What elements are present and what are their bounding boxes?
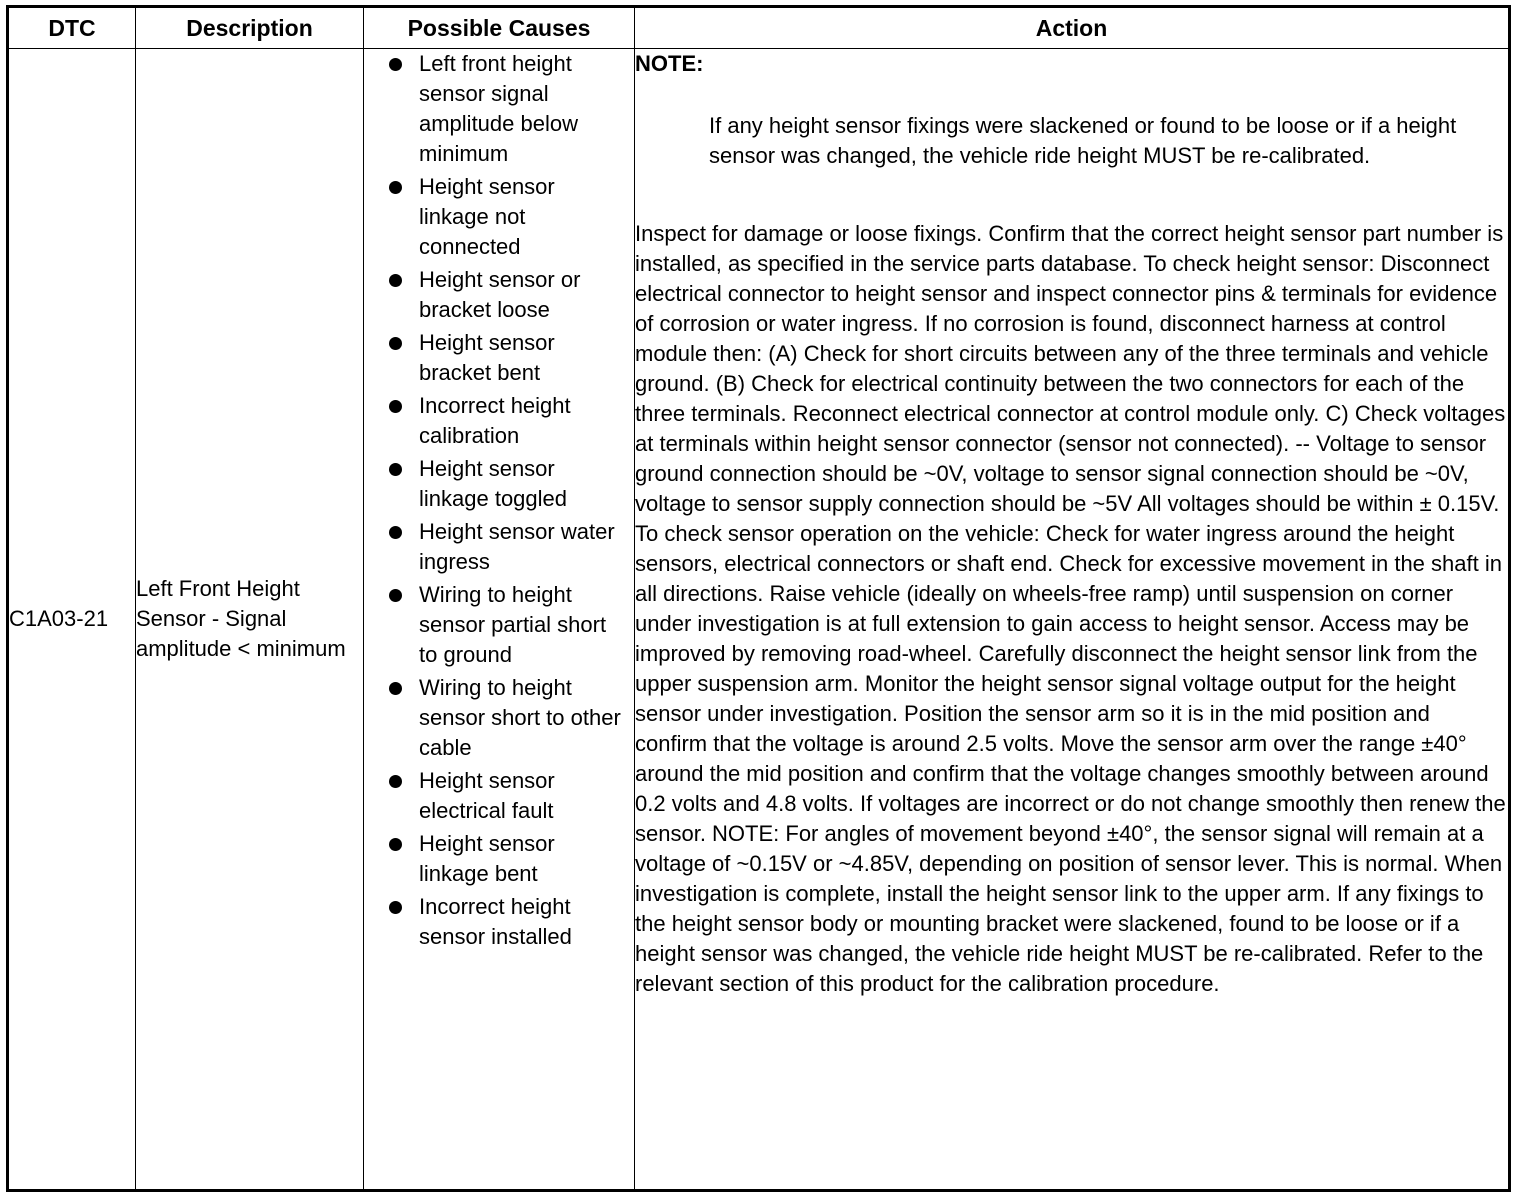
cause-item xyxy=(386,328,634,388)
header-row xyxy=(8,7,1510,49)
cause-text: Left front height sensor signal amplitude below minimum xyxy=(419,51,578,166)
cause-item xyxy=(386,172,634,262)
table-row xyxy=(8,49,1510,1191)
bullet-icon xyxy=(389,274,402,287)
cause-text: Wiring to height sensor short to other cable xyxy=(419,675,621,760)
note-text: If any height sensor fixings were slackened or found to be loose or if a height sensor was changed, the vehicle ride height MUST be re-calibrated. xyxy=(709,113,1457,168)
bullet-icon xyxy=(389,181,402,194)
header-possible-causes: Possible Causes xyxy=(364,7,635,49)
header-dtc: DTC xyxy=(8,7,136,49)
bullet-icon xyxy=(389,463,402,476)
cause-item xyxy=(386,580,634,670)
cause-text: Height sensor electrical fault xyxy=(419,768,555,823)
cause-text: Height sensor or bracket loose xyxy=(419,267,581,322)
cause-item xyxy=(386,391,634,451)
bullet-icon xyxy=(389,526,402,539)
bullet-icon xyxy=(389,400,402,413)
dtc-description: Left Front Height Sensor - Signal amplitude < minimum xyxy=(136,49,364,1191)
cause-text: Wiring to height sensor partial short to ground xyxy=(419,582,607,667)
possible-causes-cell xyxy=(364,49,635,1191)
bullet-icon xyxy=(389,58,402,71)
cause-item xyxy=(386,829,634,889)
dtc-table xyxy=(6,5,1511,1192)
cause-text: Height sensor bracket bent xyxy=(419,330,555,385)
cause-item xyxy=(386,892,634,952)
bullet-icon xyxy=(389,589,402,602)
cause-item xyxy=(386,49,634,169)
dtc-code: C1A03-21 xyxy=(8,49,136,1191)
action-cell xyxy=(635,49,1510,1191)
cause-text: Incorrect height calibration xyxy=(419,393,571,448)
action-text: Inspect for damage or loose fixings. Confirm that the correct height sensor part number is installed, as specified in the service parts database. To check height sensor: Disconnect electrical connector to height sensor and inspect connector pins & terminals for evidence of corrosion or water ingress. If no corrosion is found, disconnect harness at control module then: (A) Check for short circuits between any of the three terminals and vehicle ground. (B) Check for electrical continuity between the two connectors for each of the three terminals. Reconnect electrical connector at control module only. C) Check voltages at terminals within height sensor connector (sensor not connected). -- Voltage to sensor ground connection should be ~0V, voltage to sensor signal connection should be ~0V, voltage to sensor supply connection should be ~5V All voltages should be within ± 0.15V. To check sensor operation on the vehicle: Check for water ingress around the height sensors, electrical connectors or shaft end. Check for excessive movement in the shaft in all directions. Raise vehicle (ideally on wheels-free ramp) until suspension on corner under investigation is at full extension to gain access to height sensor. Access may be improved by removing road-wheel. Carefully disconnect the height sensor link from the upper suspension arm. Monitor the height sensor signal voltage output for the height sensor under investigation. Position the sensor arm so it is in the mid position and confirm that the voltage is around 2.5 volts. Move the sensor arm over the range ±40° around the mid position and confirm that the voltage changes smoothly between around 0.2 volts and 4.8 volts. If voltages are incorrect or do not change smoothly then renew the sensor. NOTE: For angles of movement beyond ±40°, the sensor signal will remain at a voltage of ~0.15V or ~4.85V, depending on position of sensor lever. This is normal. When investigation is complete, install the height sensor link to the upper arm. If any fixings to the height sensor body or mounting bracket were slackened, found to be loose or if a height sensor was changed, the vehicle ride height MUST be re-calibrated. Refer to the relevant section of this product for the calibration procedure. xyxy=(635,221,1506,996)
cause-text: Height sensor water ingress xyxy=(419,519,615,574)
note-label: NOTE: xyxy=(635,51,704,76)
header-action: Action xyxy=(635,7,1510,49)
header-description: Description xyxy=(136,7,364,49)
cause-item xyxy=(386,673,634,763)
cause-item xyxy=(386,265,634,325)
cause-item xyxy=(386,517,634,577)
bullet-icon xyxy=(389,838,402,851)
bullet-icon xyxy=(389,337,402,350)
bullet-icon xyxy=(389,682,402,695)
cause-item xyxy=(386,766,634,826)
cause-text: Incorrect height sensor installed xyxy=(419,894,572,949)
cause-text: Height sensor linkage toggled xyxy=(419,456,568,511)
cause-text: Height sensor linkage not connected xyxy=(419,174,555,259)
cause-text: Height sensor linkage bent xyxy=(419,831,555,886)
bullet-icon xyxy=(389,775,402,788)
bullet-icon xyxy=(389,901,402,914)
cause-item xyxy=(386,454,634,514)
possible-causes-list xyxy=(364,49,634,952)
